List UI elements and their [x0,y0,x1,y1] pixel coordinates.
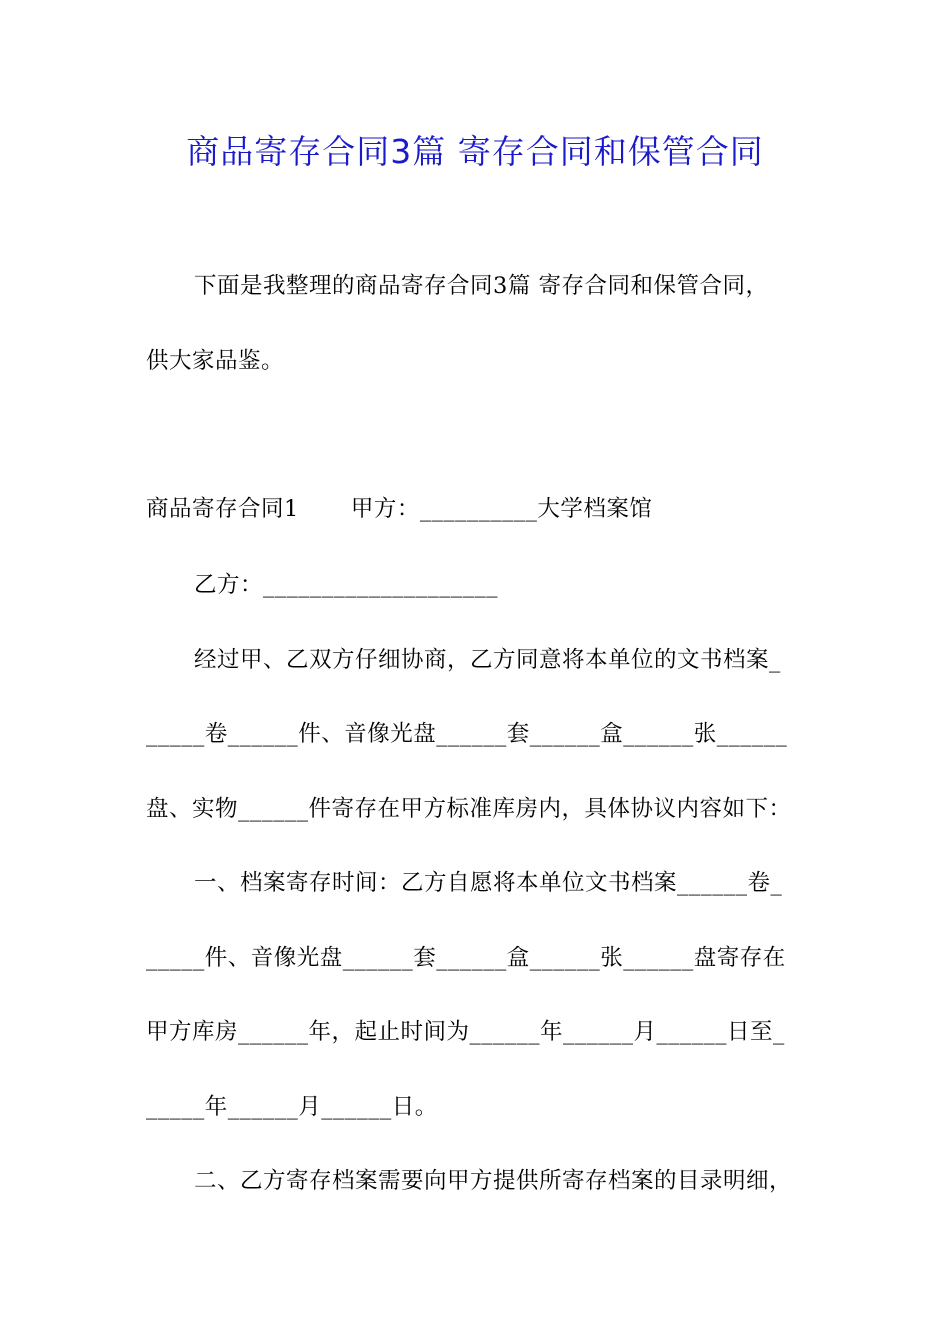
clause-1-line: 一、档案寄存时间：乙方自愿将本单位文书档案______卷_ [194,870,783,896]
paragraph-line: 经过甲、乙双方仔细协商，乙方同意将本单位的文书档案_ [194,647,781,673]
contract-heading-line [146,494,652,524]
contract-heading: 商品寄存合同1 [146,496,299,522]
party-b-field: 乙方：____________________ [194,572,499,598]
clause-1-line: 甲方库房______年，起止时间为______年______月______日至_ [146,1019,785,1045]
clause-2-line: 二、乙方寄存档案需要向甲方提供所寄存档案的目录明细， [194,1168,793,1194]
paragraph-line: _____卷______件、音像光盘______套______盒______张______ [146,721,788,747]
page-title: 商品寄存合同3篇 寄存合同和保管合同 [186,132,764,171]
clause-1-line: _____年______月______日。 [146,1094,438,1120]
clause-1-line: _____件、音像光盘______套______盒______张______盘寄存在 [146,945,786,971]
intro-line-2: 供大家品鉴。 [146,348,285,374]
party-a-field: 甲方：__________大学档案馆 [350,496,653,522]
paragraph-line: 盘、实物______件寄存在甲方标准库房内，具体协议内容如下： [146,796,792,822]
intro-line-1: 下面是我整理的商品寄存合同3篇 寄存合同和保管合同， [194,273,769,299]
